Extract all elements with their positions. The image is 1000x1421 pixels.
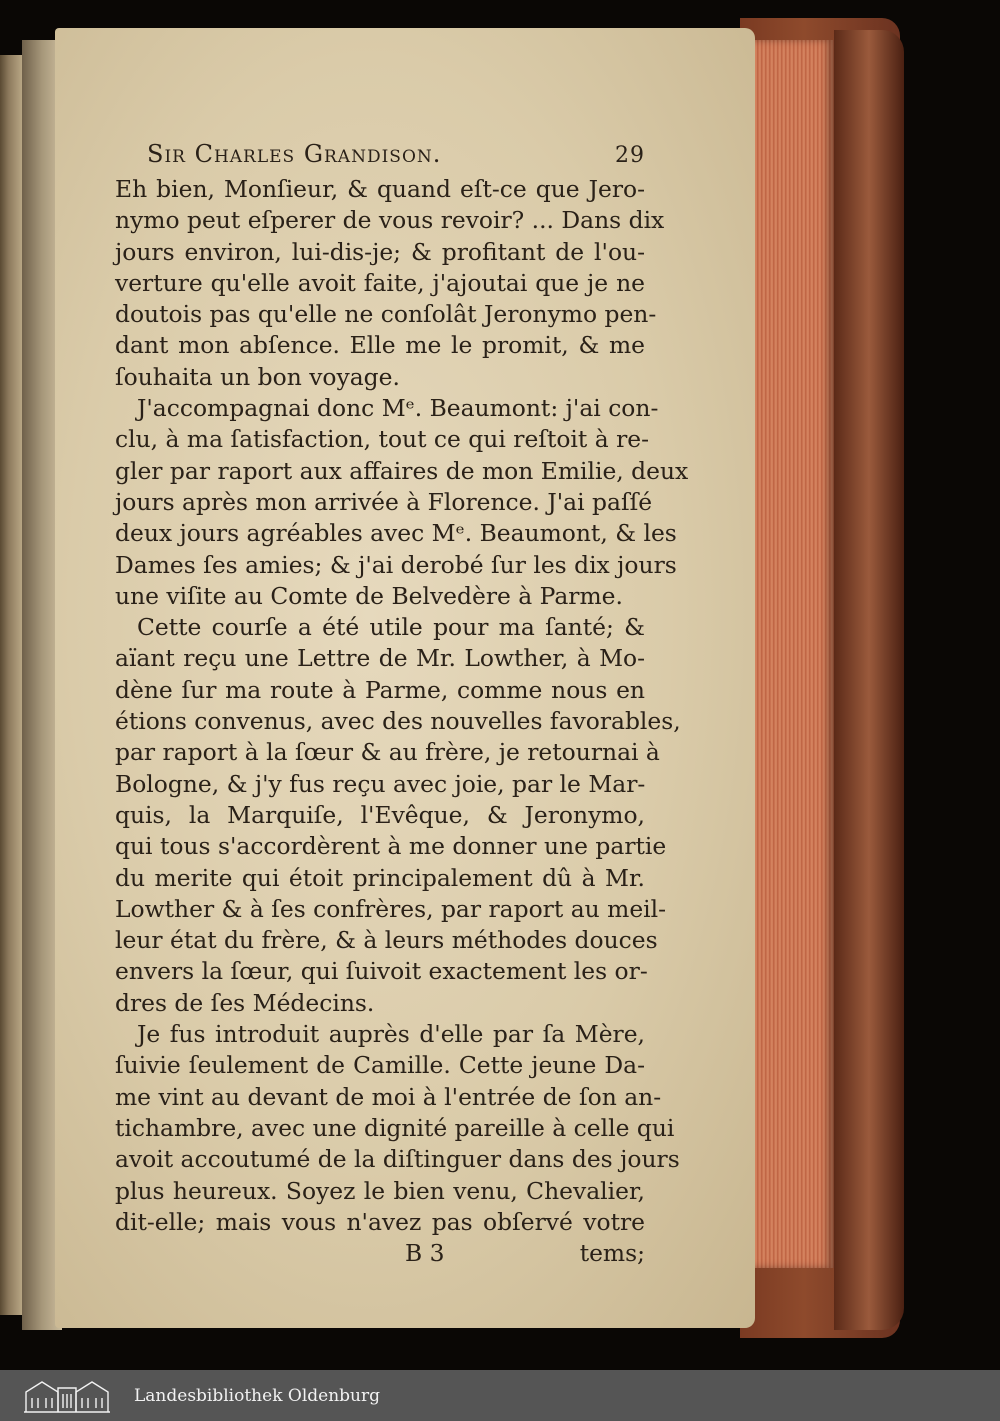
library-building-icon — [22, 1378, 112, 1414]
text-line: clu, à ma ſatisfaction, tout ce qui reſtoit à re- — [115, 425, 650, 454]
text-line: doutois pas qu'elle ne conſolât Jeronymo pen- — [115, 300, 657, 329]
text-line: qui tous s'accordèrent à me donner une partie — [115, 832, 667, 861]
book-binding — [834, 30, 904, 1330]
text-line: me vint au devant de moi à l'entrée de ſon an- — [115, 1082, 662, 1111]
text-line: dres de ſes Médecins. — [115, 988, 375, 1017]
text-line: nymo peut eſperer de vous revoir? ... Dans dix — [115, 206, 665, 235]
library-footer — [0, 1370, 1000, 1421]
text-line: plus heureux. Soyez le bien venu, Chevalier, — [115, 1176, 645, 1205]
text-block — [115, 140, 689, 1269]
text-line: avoit accoutumé de la diſtinguer dans des jours — [115, 1145, 680, 1174]
text-line: jours après mon arrivée à Florence. J'ai paſſé — [115, 487, 653, 516]
text-line: J'accompagnai donc Mᵉ. Beaumont: j'ai con- — [137, 394, 659, 423]
text-line: Dames ſes amies; & j'ai derobé ſur les dix jours — [115, 550, 677, 579]
running-title: Sir Charles Grandison. — [147, 140, 442, 168]
catchword: tems; — [579, 1239, 645, 1268]
text-line: jours environ, lui-dis-je; & profitant de l'ou- — [115, 237, 645, 266]
text-line: ſouhaita un bon voyage. — [115, 362, 400, 391]
text-line: envers la ſœur, qui ſuivoit exactement les or- — [115, 957, 648, 986]
signature-mark: B 3 — [405, 1239, 445, 1268]
body-text — [115, 174, 689, 1238]
text-line: ſuivie ſeulement de Camille. Cette jeune Da- — [115, 1051, 645, 1080]
running-head — [147, 140, 645, 168]
text-line: dant mon abſence. Elle me le promit, & me — [115, 331, 645, 360]
text-line: Eh bien, Monſieur, & quand eſt-ce que Jero- — [115, 175, 645, 203]
text-line: Cette courſe a été utile pour ma ſanté; & — [137, 613, 645, 642]
page-number: 29 — [615, 143, 645, 168]
text-line: une viſite au Comte de Belvedère à Parme. — [115, 581, 623, 610]
text-line: étions convenus, avec des nouvelles favorables, — [115, 707, 681, 736]
text-line: Je fus introduit auprès d'elle par ſa Mère, — [137, 1020, 645, 1049]
text-line: du merite qui étoit principalement dû à Mr. — [115, 863, 645, 892]
page-foot — [115, 1238, 645, 1269]
text-line: dit-elle; mais vous n'avez pas obſervé votre — [115, 1207, 645, 1236]
text-line: aïant reçu une Lettre de Mr. Lowther, à Mo- — [115, 644, 645, 673]
text-line: Lowther & à ſes confrères, par raport au meil- — [115, 894, 667, 923]
text-line: verture qu'elle avoit faite, j'ajoutai que je ne — [115, 268, 645, 297]
text-line: deux jours agréables avec Mᵉ. Beaumont, & les — [115, 519, 677, 548]
text-line: dène ſur ma route à Parme, comme nous en — [115, 675, 645, 704]
text-line: quis, la Marquiſe, l'Evêque, & Jeronymo, — [115, 800, 645, 829]
text-line: gler par raport aux affaires de mon Emilie, deux — [115, 456, 689, 485]
text-line: tichambre, avec une dignité pareille à celle qui — [115, 1113, 675, 1142]
library-name: Landesbibliothek Oldenburg — [134, 1385, 381, 1406]
left-page-edge — [0, 55, 22, 1315]
text-line: par raport à la ſœur & au frère, je retournai à — [115, 738, 660, 767]
text-line: leur état du frère, & à leurs méthodes douces — [115, 926, 658, 955]
text-line: Bologne, & j'y fus reçu avec joie, par le Mar- — [115, 769, 646, 798]
